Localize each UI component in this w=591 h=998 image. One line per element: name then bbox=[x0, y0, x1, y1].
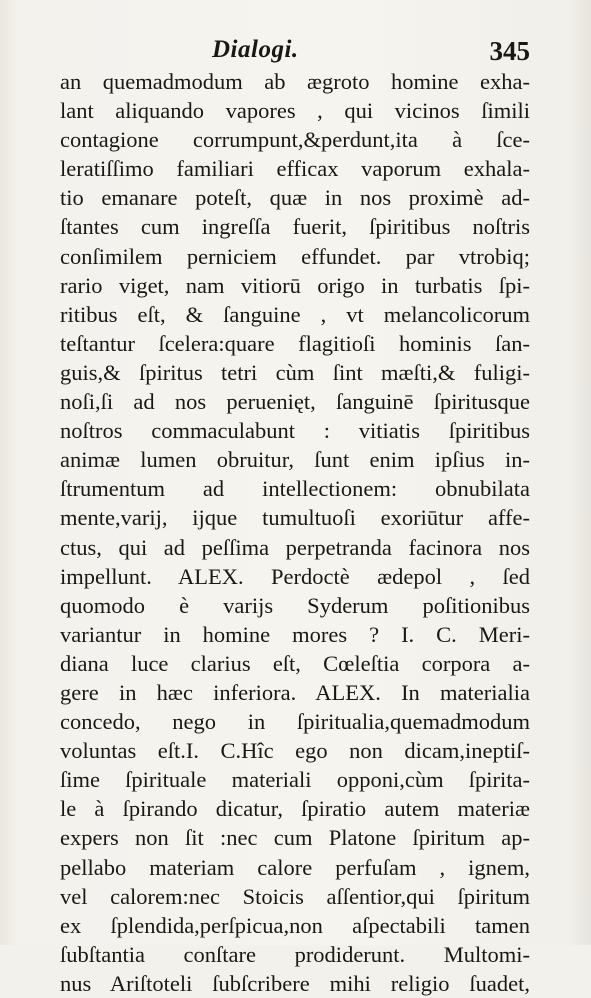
text-line: tio emanare poteſt, quæ in nos proximè ad- bbox=[60, 185, 530, 211]
text-line: teſtantur ſcelera:quare flagitioſi hominis ſan- bbox=[60, 330, 530, 356]
text-line: nus Ariſtoteli ſubſcribere mihi religio ſuadet, bbox=[60, 970, 530, 996]
text-line: pellabo materiam calore perfuſam , ignem, bbox=[60, 854, 530, 880]
text-line: mente,varij, ijque tumultuoſi exoriūtur affe- bbox=[60, 505, 530, 531]
text-line: ſime ſpirituale materiali opponi,cùm ſpirita- bbox=[60, 767, 530, 793]
running-head: Dialogi. bbox=[212, 36, 299, 63]
text-line: ritibus eſt, & ſanguine , vt melancolicorum bbox=[60, 301, 530, 327]
text-line: animæ lumen obruitur, ſunt enim ipſius in- bbox=[60, 447, 530, 473]
text-line: gere in hæc inferiora. ALEX. In materialia bbox=[60, 679, 530, 705]
body-text bbox=[60, 67, 530, 998]
text-line: quomodo è varijs Syderum poſitionibus bbox=[60, 592, 530, 618]
text-line: concedo, nego in ſpiritualia,quemadmodum bbox=[60, 709, 530, 735]
text-line: guis,& ſpiritus tetri cùm ſint mæſti,& fuligi- bbox=[60, 359, 530, 385]
text-line: leratiſſimo familiari efficax vaporum exhala- bbox=[60, 156, 530, 182]
page-header bbox=[60, 36, 530, 70]
text-line: ſtantes cum ingreſſa fuerit, ſpiritibus noſtris bbox=[60, 214, 530, 240]
text-line: ſubſtantia conſtare prodiderunt. Multomi- bbox=[60, 941, 530, 967]
text-line: ſtrumentum ad intellectionem: obnubilata bbox=[60, 476, 530, 502]
text-line: ctus, qui ad peſſima perpetranda facinora nos bbox=[60, 534, 530, 560]
text-line: an quemadmodum ab ægroto homine exha- bbox=[60, 69, 530, 94]
text-line: noſtros commaculabunt : vitiatis ſpiritibus bbox=[60, 418, 530, 444]
text-line: le à ſpirando dicatur, ſpiratio autem materiæ bbox=[60, 796, 530, 822]
text-line: rario viget, nam vitiorū origo in turbatis ſpi- bbox=[60, 272, 530, 298]
text-line: noſi,ſi ad nos peruenięt, ſanguinē ſpiritusque bbox=[60, 389, 530, 415]
text-line: voluntas eſt.I. C.Hîc ego non dicam,ineptiſ- bbox=[60, 738, 530, 764]
text-line: expers non ſit :nec cum Platone ſpiritum ap- bbox=[60, 825, 530, 851]
text-line: diana luce clarius eſt, Cœleſtia corpora a- bbox=[60, 650, 530, 676]
text-line: contagione corrumpunt,&perdunt,ita à ſce- bbox=[60, 127, 530, 153]
text-line: vel calorem:nec Stoicis aſſentior,qui ſpiritum bbox=[60, 883, 530, 909]
text-line: ex ſplendida,perſpicua,non aſpectabili tamen bbox=[60, 912, 530, 938]
text-line: variantur in homine mores ? I. C. Meri- bbox=[60, 621, 530, 647]
text-line: impellunt. ALEX. Perdoctè ædepol , ſed bbox=[60, 563, 530, 589]
page-number: 345 bbox=[489, 36, 530, 66]
text-line: lant aliquando vapores , qui vicinos ſimili bbox=[60, 98, 530, 124]
text-line: conſimilem perniciem effundet. par vtrobiq; bbox=[60, 243, 530, 269]
page-edge-shadow bbox=[569, 0, 591, 945]
